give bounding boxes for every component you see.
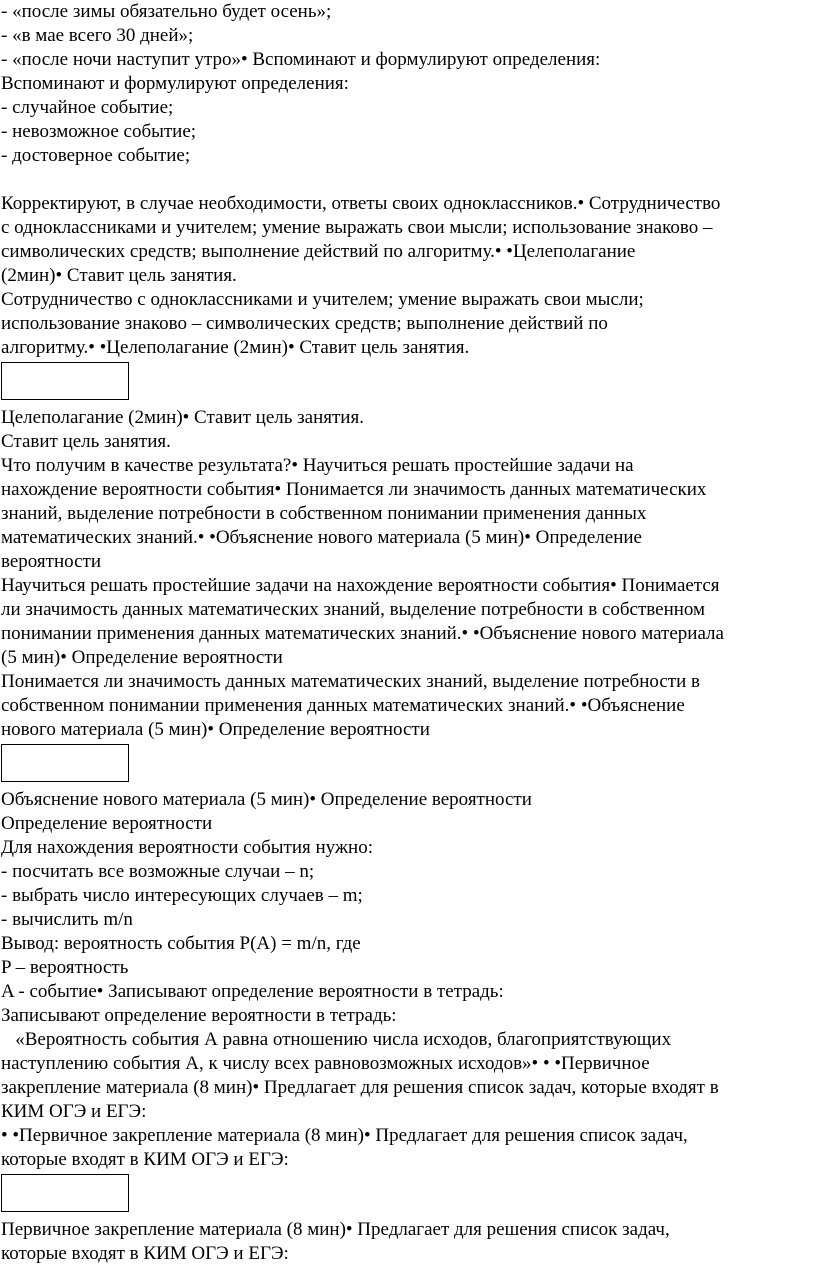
text-line: понимании применения данных математических знаний.• •Объяснение нового материала [1, 623, 724, 644]
text-line: нахождение вероятности события• Понимается ли значимость данных математических [1, 479, 707, 500]
text-line: алгоритму.• •Целеполагание (2мин)• Ставит цель занятия. [1, 337, 470, 358]
text-line: вероятности [1, 551, 102, 572]
text-line: нового материала (5 мин)• Определение вероятности [1, 719, 430, 740]
text-line: Записывают определение вероятности в тетрадь: [1, 1005, 397, 1026]
text-line: КИМ ОГЭ и ЕГЭ: [1, 1101, 147, 1122]
text-line: использование знаково – символических средств; выполнение действий по [1, 313, 608, 334]
text-line: Определение вероятности [1, 813, 213, 834]
text-line: - «после зимы обязательно будет осень»; [1, 1, 332, 22]
text-line: наступлению события А, к числу всех равновозможных исходов»• • •Первичное [1, 1053, 650, 1074]
text-line: знаний, выделение потребности в собственном понимании применения данных [1, 503, 647, 524]
empty-image-placeholder [1, 1174, 129, 1212]
blank-line [0, 168, 816, 192]
text-line: (2мин)• Ставит цель занятия. [1, 265, 237, 286]
text-line: Ставит цель занятия. [1, 431, 171, 452]
text-line: P – вероятность [1, 957, 129, 978]
text-line: математических знаний.• •Объяснение нового материала (5 мин)• Определение [1, 527, 642, 548]
text-line: Для нахождения вероятности события нужно: [1, 837, 373, 858]
text-line: Вспоминают и формулируют определения: [1, 73, 349, 94]
text-line: - достоверное событие; [1, 145, 191, 166]
text-line: (5 мин)• Определение вероятности [1, 647, 283, 668]
text-line: - вычислить m/n [1, 909, 133, 930]
text-line: Сотрудничество с одноклассниками и учителем; умение выражать свои мысли; [1, 289, 644, 310]
text-line: Вывод: вероятность события P(A) = m/n, где [1, 933, 361, 954]
text-line: Что получим в качестве результата?• Научиться решать простейшие задачи на [1, 455, 634, 476]
text-line: - случайное событие; [1, 97, 174, 118]
text-line: Объяснение нового материала (5 мин)• Определение вероятности [1, 789, 532, 810]
text-line: • •Первичное закрепление материала (8 мин)• Предлагает для решения список задач, [1, 1125, 688, 1146]
text-line: A - событие• Записывают определение вероятности в тетрадь: [1, 981, 504, 1002]
empty-image-placeholder [1, 362, 129, 400]
text-line: ли значимость данных математических знаний, выделение потребности в собственном [1, 599, 706, 620]
text-line: «Вероятность события А равна отношению числа исходов, благоприятствующих [1, 1029, 672, 1050]
text-line: - невозможное событие; [1, 121, 197, 142]
text-line: Первичное закрепление материала (8 мин)• Предлагает для решения список задач, [1, 1219, 670, 1240]
empty-image-placeholder [1, 744, 129, 782]
text-line: Целеполагание (2мин)• Ставит цель занятия. [1, 407, 364, 428]
text-line: которые входят в КИМ ОГЭ и ЕГЭ: [1, 1149, 289, 1170]
text-line: закрепление материала (8 мин)• Предлагает для решения список задач, которые входят в [1, 1077, 719, 1098]
text-line: - «после ночи наступит утро»• Вспоминают и формулируют определения: [1, 49, 601, 70]
text-line: - «в мае всего 30 дней»; [1, 25, 194, 46]
text-line: Понимается ли значимость данных математических знаний, выделение потребности в [1, 671, 700, 692]
text-line: с одноклассниками и учителем; умение выражать свои мысли; использование знаково – [1, 217, 713, 238]
text-line: - выбрать число интересующих случаев – m; [1, 885, 363, 906]
text-line: - посчитать все возможные случаи – n; [1, 861, 315, 882]
text-line: Корректируют, в случае необходимости, ответы своих одноклассников.• Сотрудничество [1, 193, 721, 214]
text-line: собственном понимании применения данных математических знаний.• •Объяснение [1, 695, 685, 716]
text-line: Научиться решать простейшие задачи на нахождение вероятности события• Понимается [1, 575, 720, 596]
text-line: которые входят в КИМ ОГЭ и ЕГЭ: [1, 1243, 289, 1264]
text-line: символических средств; выполнение действий по алгоритму.• •Целеполагание [1, 241, 636, 262]
